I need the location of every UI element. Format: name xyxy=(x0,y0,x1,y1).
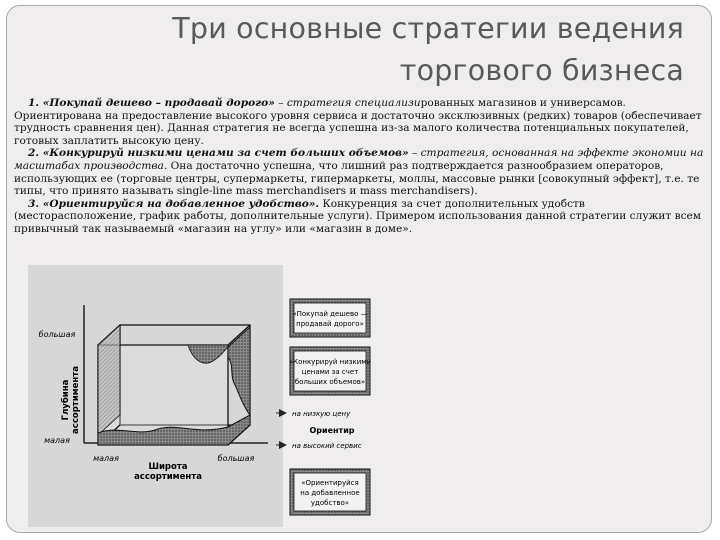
body-text xyxy=(14,97,704,236)
strategy-box-2-line-3: больших объемов» xyxy=(294,378,366,386)
width-axis-label-1: Широта xyxy=(148,462,188,472)
low-price-label: на низкую цену xyxy=(292,410,351,418)
strategy-2-name: 2. «Конкурируй низкими ценами за счет больших объемов» xyxy=(28,147,409,160)
depth-axis-label-1: Глубина xyxy=(61,379,71,421)
strategy-1-name: 1. «Покупай дешево – продавай дорого» xyxy=(28,97,275,109)
high-service-label: на высокий сервис xyxy=(292,442,362,450)
strategy-box-3-line-1: «Ориентируйся xyxy=(301,479,359,487)
strategy-box-1-line-1: «Покупай дешево — xyxy=(292,310,368,318)
depth-low-label: малая xyxy=(44,436,70,445)
strategy-3-text: Конкуренция за счет дополнительных удобств (месторасположение, график работы, дополнительные услуги). Примером использования данной стратегии служит всем привычный так называемый «магазин на углу» или «магазин в доме». xyxy=(14,197,702,235)
slide-title-line-2: торгового бизнеса xyxy=(399,54,684,87)
strategy-1-italic: стратегия специализи xyxy=(286,97,421,109)
strategy-box-1-line-2: продавай дорого» xyxy=(296,320,364,328)
strategy-diagram-svg xyxy=(28,265,688,527)
strategy-1-dash: – xyxy=(274,97,287,109)
strategy-2-text: . Она достаточно успешна, что лишний раз подтверждается разнообразием операторов, использующих ее (торговые центры, супермаркеты, гипермаркеты, моллы, массовые рынки [совокупный эффект], т.е. те типы, что принято называть single-line mass merchandisers и mass merchandisers). xyxy=(14,159,700,198)
strategy-1-text: рованных магазинов и универсамов. Ориентирована на предоставление высокого уровня сервиса и достаточно эксклюзивных (редких) товаров (обеспечивает трудность сравнения цен). Данная стратегия не всегда успешна из-за малого количества потенциальных покупателей, готовых заплатить высокую цену. xyxy=(14,97,702,147)
depth-axis-label-2: ассортимента xyxy=(71,366,81,434)
strategy-box-2-line-1: «Конкурируй низкими xyxy=(288,358,372,366)
box-left-band xyxy=(98,325,120,435)
strategy-box-3-line-3: удобство» xyxy=(310,499,350,507)
slide-title xyxy=(124,8,684,92)
strategy-box-3 xyxy=(290,469,370,515)
width-high-label: большая xyxy=(217,454,255,463)
strategy-2-italic: – стратегия, основанная на эффекте экономии на масштабах производства xyxy=(14,147,704,172)
strategy-box-2-line-2: ценами за счет xyxy=(301,368,359,376)
strategy-2-paragraph xyxy=(14,147,704,197)
strategy-box-1 xyxy=(290,299,370,337)
width-axis-label-2: ассортимента xyxy=(134,472,202,482)
strategy-diagram xyxy=(28,265,688,527)
strategy-box-2 xyxy=(289,347,371,395)
orient-label: Ориентир xyxy=(309,426,355,435)
strategy-box-3-line-2: на добавленное xyxy=(300,489,360,497)
strategy-1-paragraph xyxy=(14,97,704,147)
strategy-3-name: 3. «Ориентируйся на добавленное удобство». xyxy=(28,197,320,210)
strategy-3-paragraph xyxy=(14,198,704,236)
width-low-label: малая xyxy=(93,454,119,463)
depth-high-label: большая xyxy=(38,330,76,339)
strategy-box-1-inner xyxy=(294,303,366,333)
slide-title-line-1: Три основные стратегии ведения xyxy=(172,12,684,45)
